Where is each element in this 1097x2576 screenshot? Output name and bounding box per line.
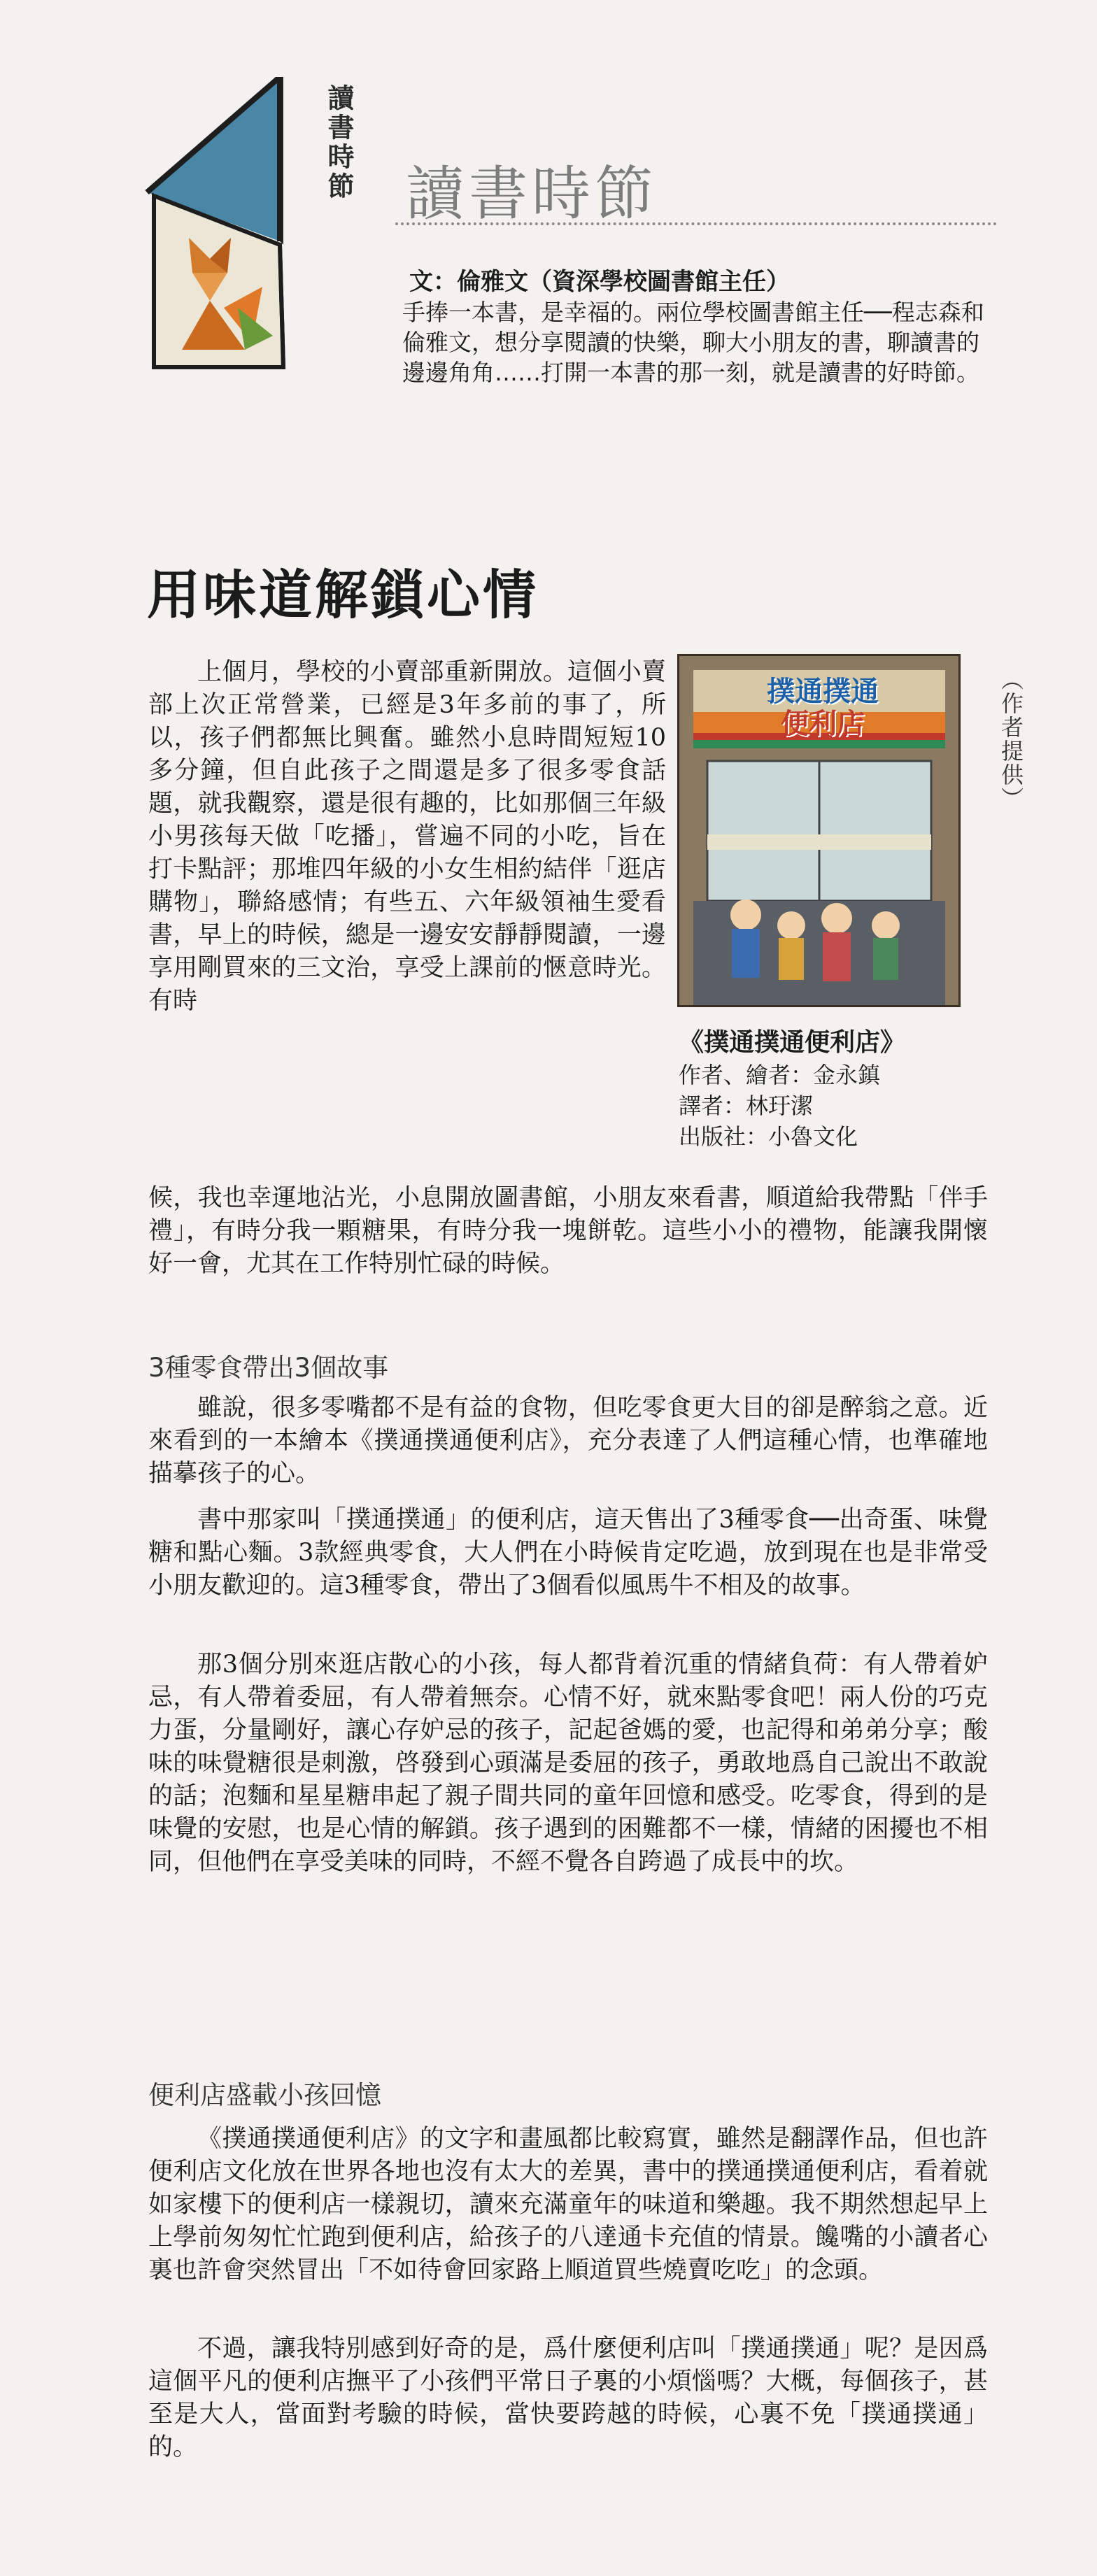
paragraph-5: 《撲通撲通便利店》的文字和畫風都比較寫實，雖然是翻譯作品，但也許便利店文化放在世界各地也沒有太大的差異，書中的撲通撲通便利店，看着就如家樓下的便利店一樣親切，讀來充滿童年的味道和樂趣。我不期然想起早上上學前匆匆忙忙跑到便利店，給孩子的八達通卡充值的情景。饞嘴的小讀者心裏也許會突然冒出「不如待會回家路上順道買些燒賣吃吃」的念頭。 <box>148 2125 988 2284</box>
book-translator: 譯者：林玗潔 <box>679 1093 814 1119</box>
book-title: 《撲通撲通便利店》 <box>679 1027 906 1057</box>
column-logo <box>140 77 322 371</box>
cover-title-line1: 撲通撲通 <box>767 676 879 708</box>
paragraph-2: 雖說，很多零嘴都不是有益的食物，但吃零食更大目的卻是醉翁之意。近來看到的一本繪本《撲通撲通便利店》，充分表達了人們這種心情，也準確地描摹孩子的心。 <box>148 1394 988 1488</box>
photo-credit: （作者提供） <box>998 668 1024 811</box>
column-title: 讀書時節 <box>406 159 658 228</box>
subheading-1: 3種零食帶出3個故事 <box>148 1353 389 1383</box>
byline: 文：倫雅文（資深學校圖書館主任） <box>409 268 790 296</box>
article-title: 用味道解鎖心情 <box>147 564 539 626</box>
paragraph-6: 不過，讓我特別感到好奇的是，爲什麼便利店叫「撲通撲通」呢？是因爲這個平凡的便利店撫平了小孩們平常日子裏的小煩惱嗎？大概，每個孩子，甚至是大人，當面對考驗的時候，當快要跨越的時候，心裏不免「撲通撲通」的。 <box>148 2335 988 2461</box>
title-divider <box>395 222 997 225</box>
paragraph-1-continued: 候，我也幸運地沾光，小息開放圖書館，小朋友來看書，順道給我帶點「伴手禮」，有時分我一顆糖果，有時分我一塊餅乾。這些小小的禮物，能讓我開懷好一會，尤其在工作特別忙碌的時候。 <box>148 1184 988 1278</box>
paragraph-4: 那3個分別來逛店散心的小孩，每人都背着沉重的情緒負荷：有人帶着妒忌，有人帶着委屈，有人帶着無奈。心情不好，就來點零食吧！兩人份的巧克力蛋，分量剛好，讓心存妒忌的孩子，記起爸媽的愛，也記得和弟弟分享；酸味的味覺糖很是刺激，啓發到心頭滿是委屈的孩子，勇敢地爲自己說出不敢說的話；泡麵和星星糖串起了親子間共同的童年回憶和感受。吃零食，得到的是味覺的安慰，也是心情的解鎖。孩子遇到的困難都不一樣，情緒的困擾也不相同，但他們在享受美味的同時，不經不覺各自跨過了成長中的坎。 <box>148 1651 988 1876</box>
column-vertical-label: 讀書時節 <box>323 84 354 201</box>
book-info <box>679 1025 979 1152</box>
cover-title-line2: 便利店 <box>781 708 865 740</box>
column-intro: 手捧一本書，是幸福的。兩位學校圖書館主任──程志森和倫雅文，想分享閱讀的快樂，聊大小朋友的書，聊讀書的邊邊角角……打開一本書的那一刻，就是讀書的好時節。 <box>402 299 984 386</box>
book-cover <box>677 654 961 1007</box>
book-author: 作者、繪者：金永鎮 <box>679 1062 881 1088</box>
paragraph-3: 書中那家叫「撲通撲通」的便利店，這天售出了3種零食──出奇蛋、味覺糖和點心麵。3款經典零食，大人們在小時候肯定吃過，放到現在也是非常受小朋友歡迎的。這3種零食，帶出了3個看似風馬牛不相及的故事。 <box>148 1506 988 1600</box>
book-publisher: 出版社：小魯文化 <box>679 1123 858 1150</box>
subheading-2: 便利店盛載小孩回憶 <box>148 2080 381 2110</box>
paragraph-1: 上個月，學校的小賣部重新開放。這個小賣部上次正常營業，已經是3年多前的事了，所以，孩子們都無比興奮。雖然小息時間短短10多分鐘，但自此孩子之間還是多了很多零食話題，就我觀察，還是很有趣的，比如那個三年級小男孩每天做「吃播」，嘗遍不同的小吃，旨在打卡點評；那堆四年級的小女生相約結伴「逛店購物」，聯絡感情；有些五、六年級領袖生愛看書，早上的時候，總是一邊安安靜靜閱讀，一邊享用剛買來的三文治，享受上課前的愜意時光。有時 <box>148 658 666 1015</box>
